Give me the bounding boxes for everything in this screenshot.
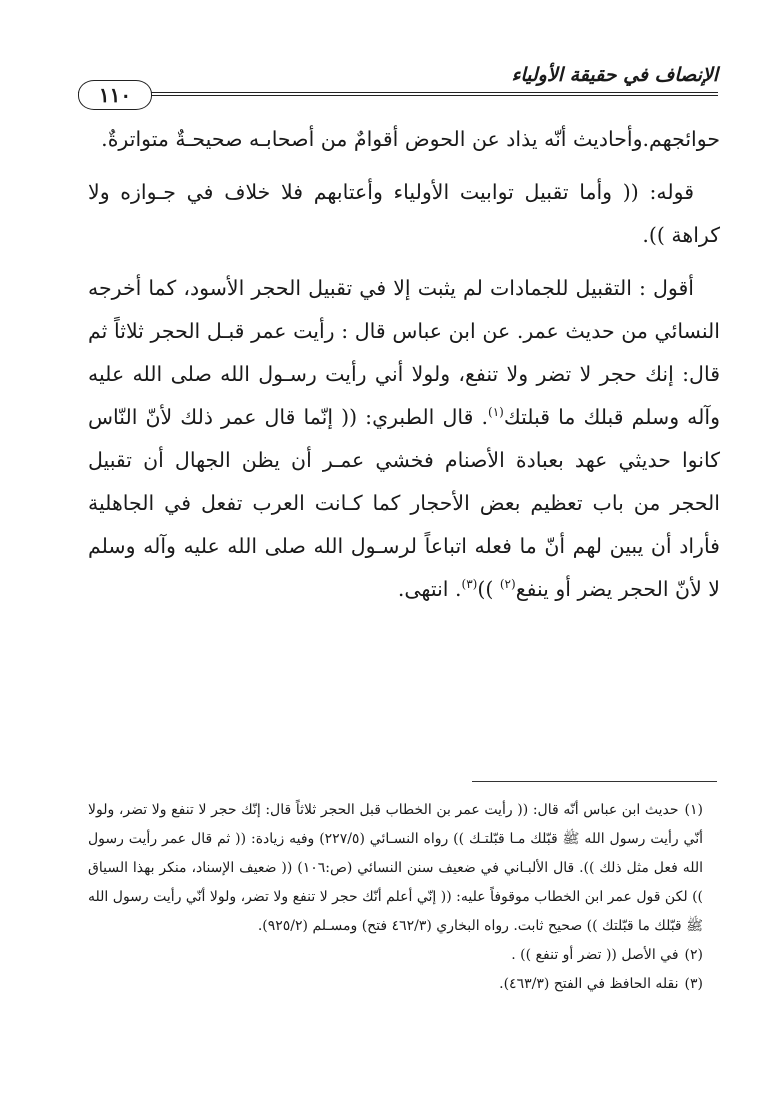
footnote-ref[interactable]: (٣) [461,577,478,592]
main-text [88,118,720,621]
footnote-text: في الأصل (( تضر أو تنفع )) . [511,947,679,963]
page-number: ١١٠ [78,80,152,110]
paragraph-text: . انتهى. [397,577,462,601]
footnote-mark: (٢) [684,947,703,963]
footnote-mark: (٣) [684,976,703,992]
header-rule [78,92,718,93]
footnote-text: نقله الحافظ في الفتح (٤٦٣/٣). [499,976,679,992]
paragraph-text: أقول : التقبيل للجمادات لم يثبت إلا في تقبيل الحجر الأسود، كما أخرجه النسائي من حديث عمر. عن ابن عباس قال : رأيت عمر قبـل الحجر ثلاثاً ثم قال: إنك حجر لا تضر ولا تنفع، ولولا أني رأيت رسـول الله صلى الله عليه وآله وسلم قبلك ما قبلتك [88,276,721,429]
footnote-separator [472,781,717,782]
footnote [88,796,703,941]
footnote [88,941,703,970]
paragraph-text: قوله: (( وأما تقبيل توابيت الأولياء وأعتابهم فلا خلاف في جـوازه ولا كراهة )). [88,180,720,247]
paragraph [88,267,720,611]
paragraph-text: . [473,405,489,429]
footnote-text: حديث ابن عباس أنّه قال: (( رأيت عمر بن الخطاب قبل الحجر ثلاثاً قال: إنّك حجر لا تنفع ولا تضر، ولولا أنّي رأيت رسول الله ﷺ قبّلك مـا قبّلتـك )) رواه النسـائي (٢٢٧/٥) وفيه زيادة: (( ثم قال عمر رأيت رسول الله فعل مثل ذلك )). قال الألبـاني في ضعيف سنن النسائي (ص:١٠٦) (( ضعيف الإسناد، منكر بهذا السياق )) لكن قول عمر ابن الخطاب موقوفاً عليه: (( إنّي أعلم أنّك حجر لا تنفع ولا تضر، ولولا أنّي رأيت رسول الله ﷺ قبّلك ما قبّلتك )) صحيح ثابت. رواه البخاري (٤٦٢/٣ فتح) ومسـلم (٩٢٥/٢). [88,802,704,934]
paragraph [88,171,720,257]
footnote-ref[interactable]: (٢) [499,577,516,592]
header-rule-double [78,95,718,96]
paragraph-text: حوائجهم.وأحاديث أنّه يذاد عن الحوض أقوامٌ من أصحابـه صحيحـةٌ متواترةٌ. [101,127,720,151]
page-header [78,58,718,107]
running-title: الإنصاف في حقيقة الأولياء [511,64,718,86]
paragraph-text: )) [477,577,500,601]
footnotes [88,796,703,999]
paragraph-text: قال الطبري: (( إنّما قال عمر ذلك لأنّ النّاس كانوا حديثي عهد بعبادة الأصنام فخشي عمـر أن يظن الجهال أن تقبيل الحجر من باب تعظيم بعض الأحجار كما كـانت العرب تفعل في الجاهلية فأراد أن يبين لهم أنّ ما فعله اتباعاً لرسـول الله صلى الله عليه وآله وسلم لا لأنّ الحجر يضر أو ينفع [88,405,720,601]
paragraph [88,118,720,161]
footnote [88,970,703,999]
footnote-mark: (١) [684,802,703,818]
footnote-ref[interactable]: (١) [488,405,504,420]
